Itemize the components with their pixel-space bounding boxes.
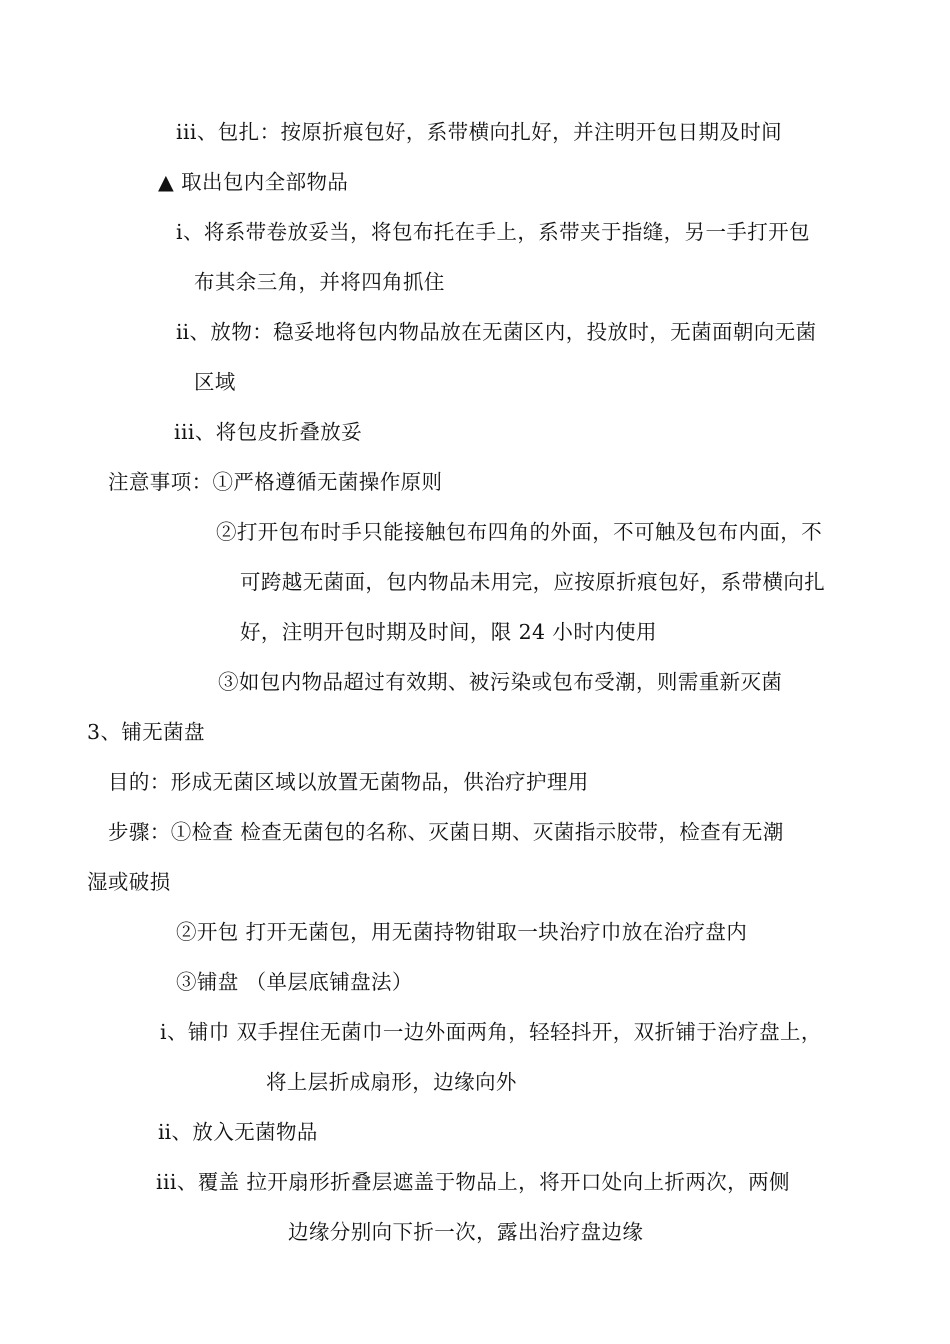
text-line-21: ⅱ、放入无菌物品	[158, 1120, 318, 1144]
text-line-5: ⅱ、放物：稳妥地将包内物品放在无菌区内，投放时，无菌面朝向无菌	[176, 320, 817, 344]
text-line-1: iii、包扎：按原折痕包好，系带横向扎好，并注明开包日期及时间	[176, 120, 783, 144]
text-line-4: 布其余三角，并将四角抓住	[194, 270, 445, 294]
text-line-3: ⅰ、将系带卷放妥当，将包布托在手上，系带夹于指缝，另一手打开包	[176, 220, 810, 244]
text-line-9: ②打开包布时手只能接触包布四角的外面，不可触及包布内面，不	[216, 520, 823, 544]
text-line-11: 好，注明开包时期及时间，限 24 小时内使用	[240, 620, 657, 644]
text-line-17: ②开包 打开无菌包，用无菌持物钳取一块治疗巾放在治疗盘内	[176, 920, 748, 944]
text-line-7: iii、将包皮折叠放妥	[174, 420, 363, 444]
section-heading: 3、铺无菌盘	[87, 720, 205, 744]
text-line-10: 可跨越无菌面，包内物品未用完，应按原折痕包好，系带横向扎	[240, 570, 826, 594]
text-line-19: ⅰ、铺巾 双手捏住无菌巾一边外面两角，轻轻抖开，双折铺于治疗盘上，	[160, 1020, 822, 1044]
text-line-16: 湿或破损	[87, 870, 171, 894]
text-line-15: 步骤：①检查 检查无菌包的名称、灭菌日期、灭菌指示胶带，检查有无潮	[108, 820, 784, 844]
text-line-6: 区域	[194, 370, 236, 394]
text-line-8: 注意事项：①严格遵循无菌操作原则	[108, 470, 443, 494]
text-line-2: ▲ 取出包内全部物品	[158, 170, 349, 194]
text-line-20: 将上层折成扇形，边缘向外	[266, 1070, 517, 1094]
text-line-14: 目的：形成无菌区域以放置无菌物品，供治疗护理用	[108, 770, 589, 794]
text-line-23: 边缘分别向下折一次，露出治疗盘边缘	[288, 1220, 644, 1244]
text-line-12: ③如包内物品超过有效期、被污染或包布受潮，则需重新灭菌	[218, 670, 783, 694]
text-line-22: iii、覆盖 拉开扇形折叠层遮盖于物品上，将开口处向上折两次，两侧	[156, 1170, 790, 1194]
text-line-18: ③铺盘 （单层底铺盘法）	[176, 970, 413, 994]
